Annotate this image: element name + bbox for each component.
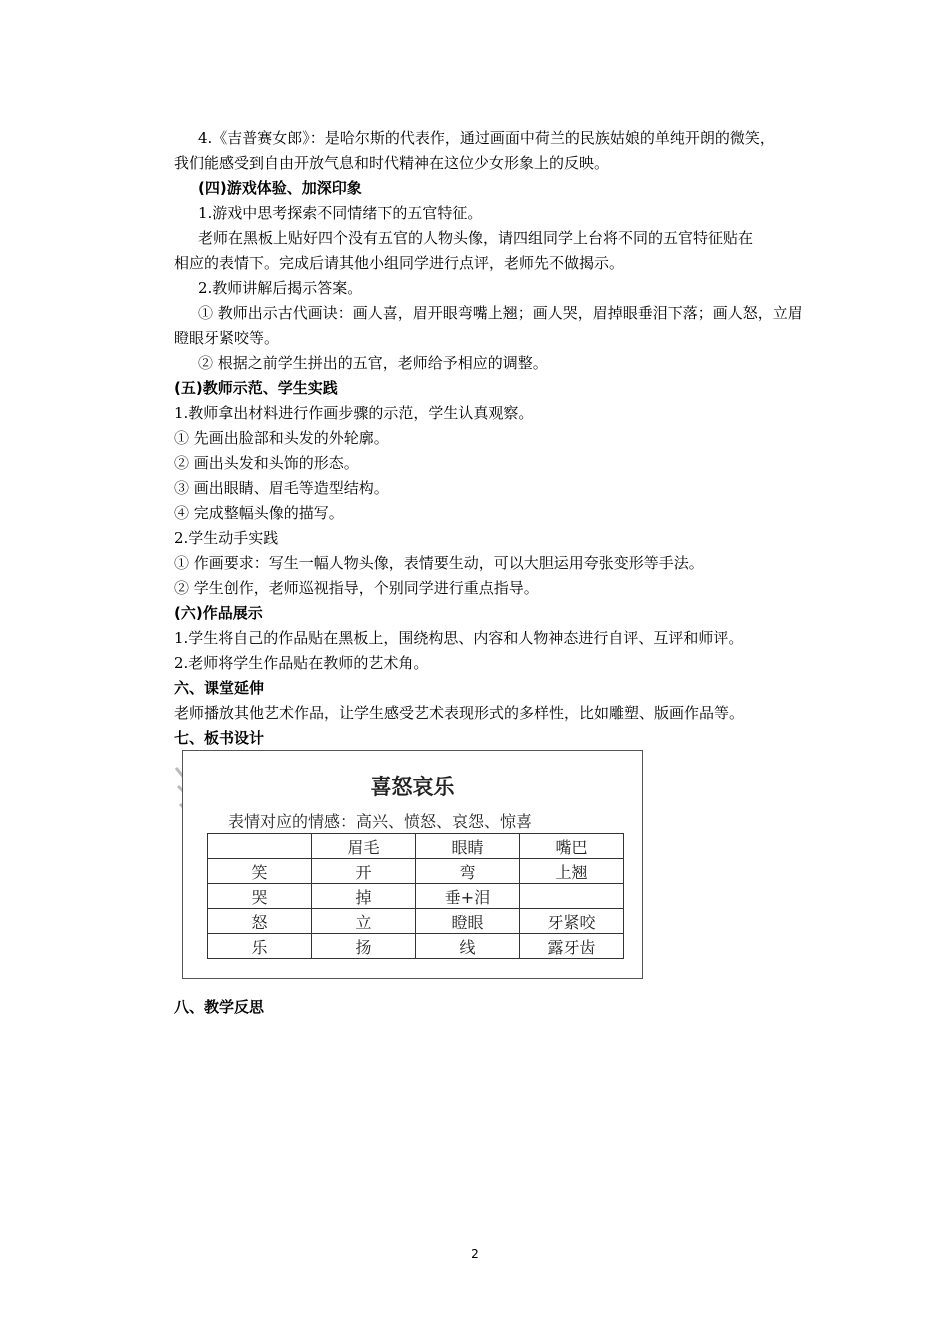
board-table bbox=[207, 833, 624, 959]
table-row bbox=[208, 859, 624, 884]
table-cell bbox=[520, 884, 624, 909]
table-cell: 乐 bbox=[208, 934, 312, 959]
section-heading: (四)游戏体验、加深印象 bbox=[198, 179, 362, 197]
paragraph-line: ① 教师出示古代画诀：画人喜，眉开眼弯嘴上翘；画人哭，眉掉眼垂泪下落；画人怒，立眉 bbox=[198, 304, 803, 322]
table-row bbox=[208, 934, 624, 959]
paragraph-line: 相应的表情下。完成后请其他小组同学进行点评，老师先不做揭示。 bbox=[174, 254, 625, 272]
paragraph-line: 1.教师拿出材料进行作画步骤的示范，学生认真观察。 bbox=[174, 404, 534, 422]
table-cell: 垂+泪 bbox=[416, 884, 520, 909]
table-row bbox=[208, 884, 624, 909]
paragraph-line: 2.教师讲解后揭示答案。 bbox=[198, 279, 363, 297]
table-header-cell: 眉毛 bbox=[312, 834, 416, 859]
table-cell: 掉 bbox=[312, 884, 416, 909]
table-cell: 怒 bbox=[208, 909, 312, 934]
section-heading: (六)作品展示 bbox=[174, 604, 263, 622]
board-caption: 表情对应的情感：高兴、愤怒、哀怨、惊喜 bbox=[228, 812, 533, 831]
table-cell: 笑 bbox=[208, 859, 312, 884]
paragraph-line: ② 根据之前学生拼出的五官，老师给予相应的调整。 bbox=[198, 354, 548, 372]
section-heading: 七、板书设计 bbox=[174, 729, 265, 747]
table-cell: 弯 bbox=[416, 859, 520, 884]
table-header-row bbox=[208, 834, 624, 859]
paragraph-line: 1.学生将自己的作品贴在黑板上，围绕构思、内容和人物神态进行自评、互评和师评。 bbox=[174, 629, 744, 647]
table-cell: 上翘 bbox=[520, 859, 624, 884]
paragraph-line: ② 学生创作，老师巡视指导，个别同学进行重点指导。 bbox=[174, 579, 539, 597]
table-cell: 扬 bbox=[312, 934, 416, 959]
table-header-cell: 眼睛 bbox=[416, 834, 520, 859]
section-heading: (五)教师示范、学生实践 bbox=[174, 379, 338, 397]
blackboard-design-image bbox=[182, 750, 643, 979]
table-cell: 开 bbox=[312, 859, 416, 884]
section-heading: 八、教学反思 bbox=[174, 998, 265, 1016]
paragraph-line: ② 画出头发和头饰的形态。 bbox=[174, 454, 359, 472]
table-header-cell bbox=[208, 834, 312, 859]
paragraph-line: ① 作画要求：写生一幅人物头像，表情要生动，可以大胆运用夸张变形等手法。 bbox=[174, 554, 704, 572]
table-cell: 牙紧咬 bbox=[520, 909, 624, 934]
section-heading: 六、课堂延伸 bbox=[174, 679, 265, 697]
paragraph-line: ④ 完成整幅头像的描写。 bbox=[174, 504, 344, 522]
paragraph-line: 瞪眼牙紧咬等。 bbox=[174, 329, 280, 347]
table-header-cell: 嘴巴 bbox=[520, 834, 624, 859]
paragraph-line: 2.学生动手实践 bbox=[174, 529, 279, 547]
paragraph-line: 老师播放其他艺术作品，让学生感受艺术表现形式的多样性，比如雕塑、版画作品等。 bbox=[174, 704, 745, 722]
paragraph-line: 4.《吉普赛女郎》：是哈尔斯的代表作，通过画面中荷兰的民族姑娘的单纯开朗的微笑， bbox=[198, 129, 775, 147]
paragraph-line: ③ 画出眼睛、眉毛等造型结构。 bbox=[174, 479, 389, 497]
page-number: 2 bbox=[471, 1247, 479, 1261]
paragraph-line: 2.老师将学生作品贴在教师的艺术角。 bbox=[174, 654, 429, 672]
paragraph-line: 1.游戏中思考探索不同情绪下的五官特征。 bbox=[198, 204, 483, 222]
table-cell: 立 bbox=[312, 909, 416, 934]
board-title: 喜怒哀乐 bbox=[370, 775, 455, 799]
paragraph-line: ① 先画出脸部和头发的外轮廓。 bbox=[174, 429, 389, 447]
table-cell: 瞪眼 bbox=[416, 909, 520, 934]
table-cell: 线 bbox=[416, 934, 520, 959]
paragraph-line: 我们能感受到自由开放气息和时代精神在这位少女形象上的反映。 bbox=[174, 154, 610, 172]
paragraph-line: 老师在黑板上贴好四个没有五官的人物头像，请四组同学上台将不同的五官特征贴在 bbox=[198, 229, 754, 247]
table-cell: 哭 bbox=[208, 884, 312, 909]
table-cell: 露牙齿 bbox=[520, 934, 624, 959]
table-row bbox=[208, 909, 624, 934]
